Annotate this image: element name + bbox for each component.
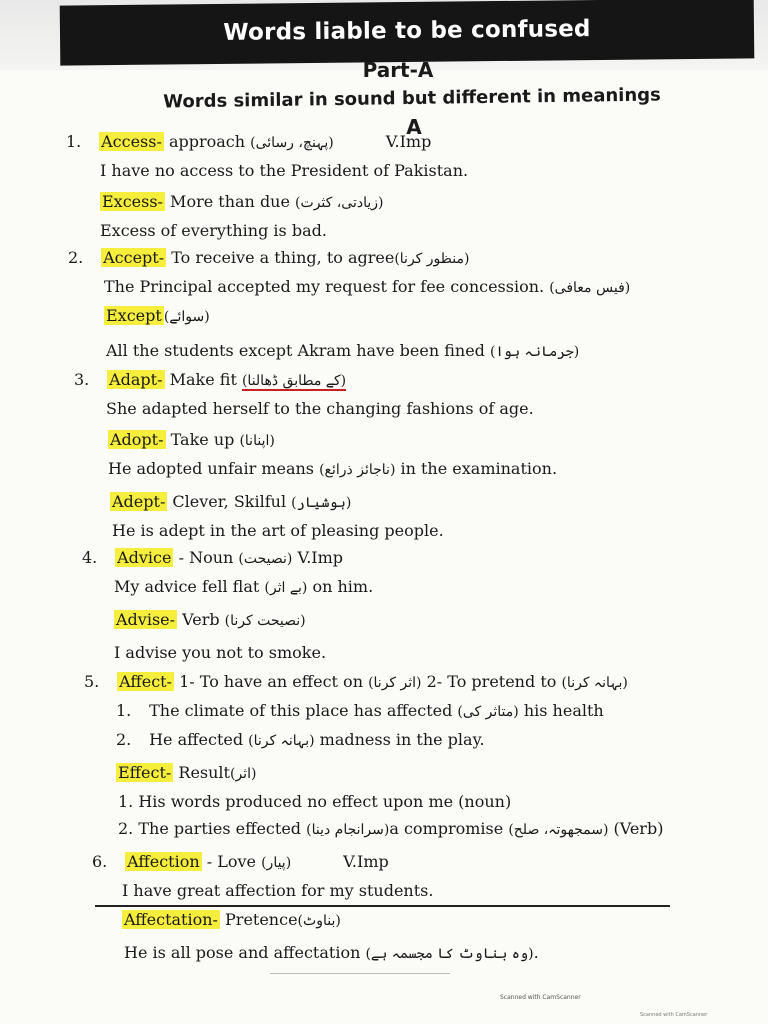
headword: Except bbox=[106, 306, 162, 325]
importance-tag: V.Imp bbox=[385, 132, 432, 151]
headword: Access- bbox=[101, 132, 162, 151]
entry-number: 1. bbox=[66, 132, 82, 151]
entry-2-headword-line bbox=[68, 244, 750, 273]
entry-3-example-2 bbox=[108, 455, 750, 484]
scanner-watermark-2: Scanned with CamScanner bbox=[640, 1012, 708, 1018]
urdu-gloss: (پہنچ، رسائی) bbox=[250, 135, 334, 151]
urdu-gloss: (اثر) bbox=[229, 766, 257, 782]
example-sentence: He is adept in the art of pleasing people. bbox=[112, 521, 444, 540]
sense-number: 1. bbox=[116, 701, 132, 720]
definition: Take up bbox=[165, 430, 240, 449]
importance-tag: V.Imp bbox=[292, 548, 344, 567]
headword: Adept- bbox=[112, 492, 166, 511]
banner-title: Words liable to be confused bbox=[223, 16, 591, 46]
example-text: (Verb) bbox=[608, 819, 664, 838]
urdu-gloss: (بہانہ کرنا) bbox=[561, 675, 628, 691]
example-text: The climate of this place has affected bbox=[149, 701, 458, 720]
urdu-gloss: (بناوٹ) bbox=[297, 913, 341, 929]
entry-1-headword-line bbox=[66, 128, 750, 157]
headword: Effect- bbox=[118, 763, 172, 782]
example-text: My advice fell flat bbox=[114, 577, 265, 596]
entry-6-second-word bbox=[122, 906, 750, 935]
entry-3-second-word bbox=[108, 426, 750, 455]
urdu-gloss: (کے مطابق ڈھالنا) bbox=[241, 373, 347, 389]
entry-2-second-word bbox=[104, 302, 750, 331]
entry-1-second-word bbox=[100, 188, 750, 217]
definition: Result bbox=[173, 763, 230, 782]
sense-number: 2. bbox=[116, 730, 132, 749]
entry-number: 6. bbox=[92, 852, 108, 871]
urdu-gloss: (سرانجام دینا) bbox=[306, 822, 390, 838]
urdu-gloss: (اثر کرنا) bbox=[368, 675, 422, 691]
headword: Advise- bbox=[116, 610, 176, 629]
urdu-gloss: (نصیحت کرنا) bbox=[224, 613, 306, 629]
entry-2-example-2 bbox=[106, 337, 750, 366]
definition: To receive a thing, to agree bbox=[166, 248, 395, 267]
urdu-gloss: (وہ بناوٹ کا مجسمہ ہے) bbox=[365, 946, 534, 962]
entry-5-effect-example-2 bbox=[118, 815, 750, 844]
example-text: He adopted unfair means bbox=[108, 459, 320, 478]
entry-4-headword-line bbox=[82, 544, 750, 573]
entry-number: 4. bbox=[82, 548, 98, 567]
headword: Affectation- bbox=[124, 910, 218, 929]
definition: - Noun bbox=[173, 548, 239, 567]
scanner-watermark: Scanned with CamScanner bbox=[500, 994, 581, 1001]
urdu-gloss: (بے اثر) bbox=[264, 580, 308, 596]
example-text: on him. bbox=[307, 577, 374, 596]
example-text: his health bbox=[518, 701, 604, 720]
definition: Pretence bbox=[219, 910, 298, 929]
word-entries bbox=[60, 128, 750, 968]
entry-4-example bbox=[114, 573, 750, 602]
example-text: He is all pose and affectation bbox=[124, 943, 366, 962]
definition: 1- To have an effect on bbox=[174, 672, 369, 691]
urdu-gloss: (متاثر کی) bbox=[457, 704, 519, 720]
headword: Adopt- bbox=[110, 430, 164, 449]
importance-tag: V.Imp bbox=[343, 852, 389, 871]
urdu-gloss: (ناجائز ذرائع) bbox=[319, 462, 396, 478]
entry-6-example-2 bbox=[124, 939, 750, 968]
section-header bbox=[0, 58, 768, 139]
urdu-gloss: (سوائے) bbox=[163, 309, 215, 325]
example-text: He affected bbox=[149, 730, 249, 749]
headword: Adapt- bbox=[109, 370, 163, 389]
example-text: . bbox=[533, 943, 539, 962]
entry-4-second-word bbox=[114, 606, 750, 635]
example-sentence: All the students except Akram have been fined bbox=[106, 341, 491, 360]
entry-3-headword-line bbox=[74, 366, 750, 395]
example-sentence: I have no access to the President of Pakistan. bbox=[100, 161, 469, 180]
headword: Accept- bbox=[103, 248, 165, 267]
definition: Verb bbox=[177, 610, 225, 629]
example-sentence: The Principal accepted my request for fee concession. bbox=[104, 277, 550, 296]
example-sentence: I advise you not to smoke. bbox=[114, 643, 327, 662]
entry-5-headword-line bbox=[84, 668, 750, 697]
urdu-gloss: (ہوشیار) bbox=[291, 495, 352, 511]
urdu-gloss: (نصیحت) bbox=[238, 551, 293, 567]
urdu-gloss: (فیس معافی) bbox=[549, 280, 631, 296]
headword: Advice bbox=[117, 548, 172, 567]
example-sentence: Excess of everything is bad. bbox=[100, 221, 327, 240]
example-text: madness in the play. bbox=[314, 730, 485, 749]
section-subtitle: Words similar in sound but different in meanings bbox=[163, 84, 661, 113]
example-text: 2. The parties effected bbox=[118, 819, 307, 838]
entry-number: 5. bbox=[84, 672, 100, 691]
definition: Clever, Skilful bbox=[167, 492, 292, 511]
entry-5-sense-2 bbox=[116, 726, 750, 755]
urdu-gloss: (زیادتی، کثرت) bbox=[295, 195, 384, 211]
letter-heading: A bbox=[406, 115, 422, 139]
urdu-gloss: (اپنانا) bbox=[239, 433, 275, 449]
definition: - Love bbox=[201, 852, 262, 871]
urdu-gloss: (سمجھوتہ، صلح) bbox=[508, 822, 609, 838]
example-text: in the examination. bbox=[395, 459, 558, 478]
entry-6-headword-line bbox=[92, 848, 750, 877]
definition: approach bbox=[163, 132, 251, 151]
headword: Affect- bbox=[119, 672, 172, 691]
entry-3-third-word bbox=[110, 488, 750, 517]
example-sentence: 1. His words produced no effect upon me (noun) bbox=[118, 792, 512, 811]
entry-number: 3. bbox=[74, 370, 90, 389]
example-text: a compromise bbox=[389, 819, 509, 838]
headword: Excess- bbox=[102, 192, 163, 211]
entry-number: 2. bbox=[68, 248, 84, 267]
scan-mark bbox=[270, 973, 450, 974]
part-title: Part-A bbox=[362, 58, 434, 82]
definition: More than due bbox=[164, 192, 296, 211]
entry-5-second-word bbox=[116, 759, 750, 788]
example-sentence: I have great affection for my students. bbox=[122, 881, 434, 900]
urdu-gloss: (جرمانہ ہوا) bbox=[490, 344, 580, 360]
urdu-gloss: (بہانہ کرنا) bbox=[248, 733, 315, 749]
headword: Affection bbox=[127, 852, 200, 871]
section-end-rule bbox=[95, 905, 670, 907]
entry-5-sense-1 bbox=[116, 697, 750, 726]
definition: Make fit bbox=[164, 370, 242, 389]
urdu-gloss: (منظور کرنا) bbox=[394, 251, 470, 267]
definition: 2- To pretend to bbox=[421, 672, 562, 691]
urdu-gloss: (پیار) bbox=[261, 855, 292, 871]
example-sentence: She adapted herself to the changing fashions of age. bbox=[106, 399, 534, 418]
title-banner bbox=[60, 0, 755, 66]
entry-2-example bbox=[104, 273, 750, 302]
